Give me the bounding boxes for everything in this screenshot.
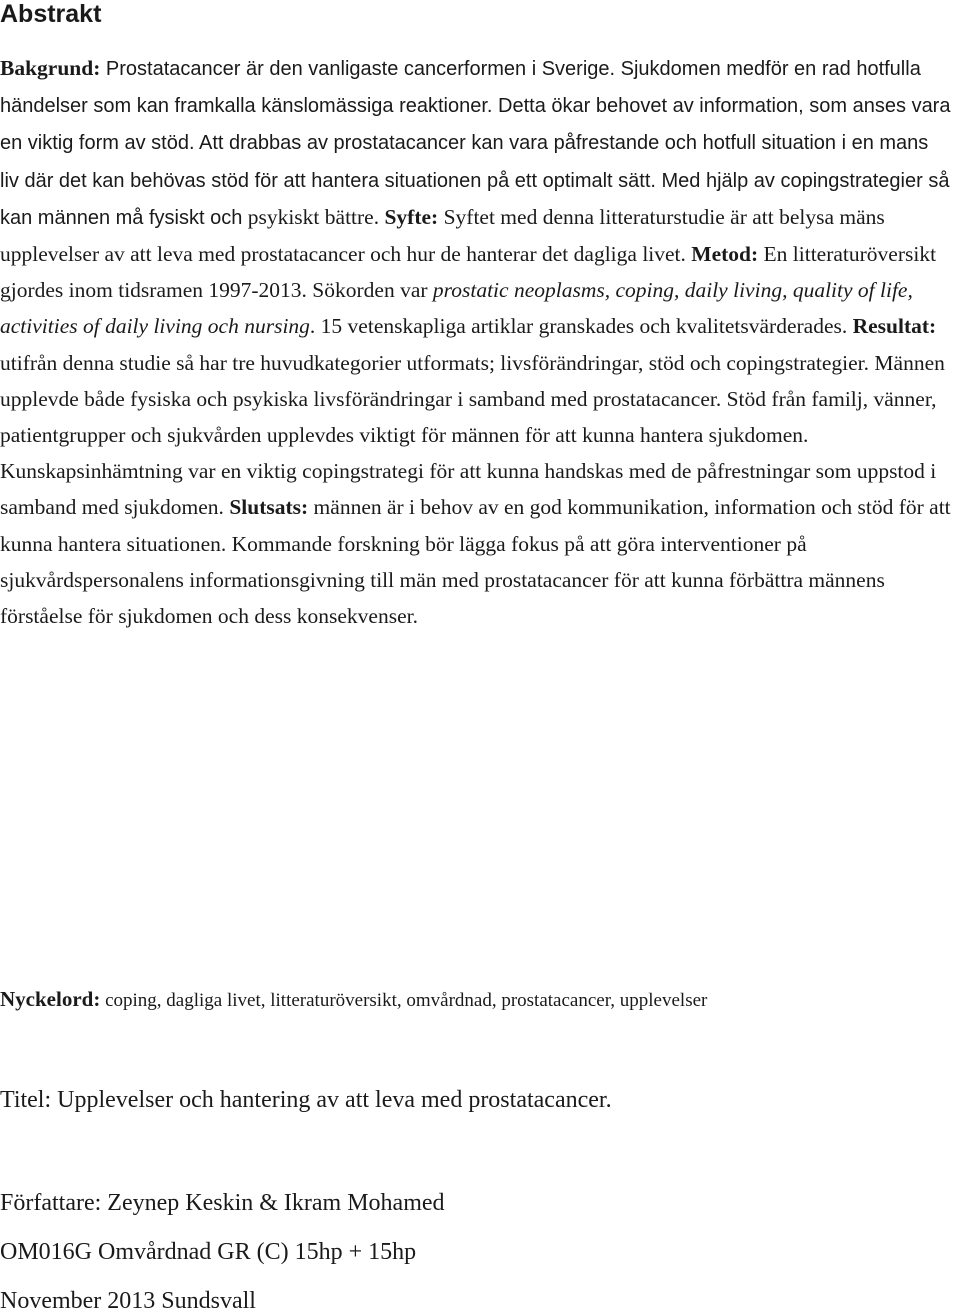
method-label: Metod: [691,242,759,267]
aim-text: Syftet med denna litteraturstudie är att belysa mäns upplevelser av att leva med prostatacancer och hur de hanterar det dagliga livet. [0,204,885,267]
results-label: Resultat: [852,314,937,339]
conclusion-text: männen är i behov av en god kommunikation, information och stöd för att kunna hantera situationen. Kommande forskning bör lägga fokus på att göra interventioner på sjukvårdspersonalens informationsgivning till män med prostatacancer för att kunna förbättra männens förståelse för sjukdomen och dess konsekvenser. [0,495,951,629]
keywords-line [0,985,707,1015]
keywords-label: Nyckelord: [0,987,101,1011]
course-info: OM016G Omvårdnad GR (C) 15hp + 15hp [0,1239,417,1265]
background-label: Bakgrund: [0,56,101,80]
conclusion-label: Slutsats: [229,495,309,520]
authors: Författare: Zeynep Keskin & Ikram Mohamed [0,1190,445,1216]
background-text-end: psykiskt bättre. [242,204,380,229]
keywords-text: coping, dagliga livet, litteraturöversikt, omvårdnad, prostatacancer, upplevelser [100,990,708,1011]
aim-label: Syfte: [384,204,439,229]
background-text: Prostatacancer är den vanligaste cancerformen i Sverige. Sjukdomen medför en rad hotfulla händelser som kan framkalla känslomässiga reaktioner. Detta ökar behovet av information, som anses vara en viktig form av stöd. Att drabbas av prostatacancer kan vara påfrestande och hotfull situation i en mans liv där det kan behövas stöd för att hantera situationen på ett optimalt sätt. Med hjälp av copingstrategier så kan männen må fysiskt och [0,58,951,229]
results-text: utifrån denna studie så har tre huvudkategorier utformats; livsförändringar, stöd och copingstrategier. Männen upplevde både fysiska och psykiska livsförändringar i samband med prostatacancer. Stöd från familj, vänner, patientgrupper och sjukvården upplevdes viktigt för männen för att kunna hantera sjukdomen. Kunskapsinhämtning var en viktig copingstrategi för att kunna handskas med de påfrestningar som uppstod i samband med sjukdomen. [0,350,945,520]
section-heading: Abstrakt [0,0,102,28]
search-terms: prostatic neoplasms, coping, daily living, quality of life, activities of daily living och nursing [0,278,913,339]
thesis-title: Titel: Upplevelser och hantering av att leva med prostatacancer. [0,1087,612,1113]
abstract-paragraph [0,50,952,634]
method-text-end: . 15 vetenskapliga artiklar granskades och kvalitetsvärderades. [309,314,848,339]
date-place: November 2013 Sundsvall [0,1288,256,1314]
method-text: En litteraturöversikt gjordes inom tidsramen 1997-2013. Sökorden var [0,242,937,303]
